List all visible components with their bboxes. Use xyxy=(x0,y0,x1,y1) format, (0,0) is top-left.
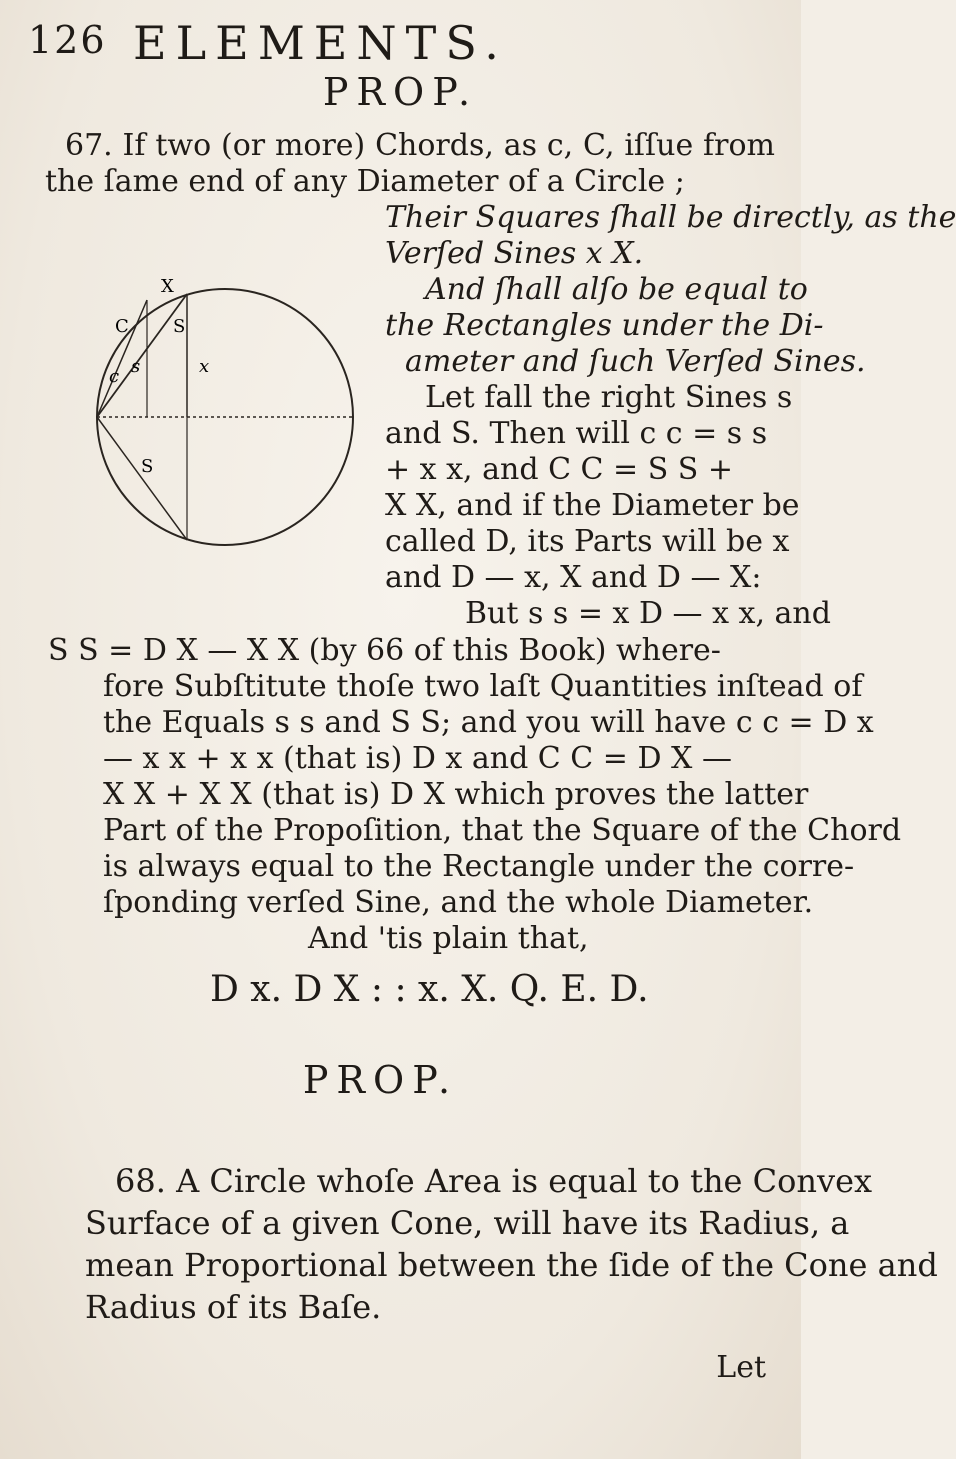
label-C: C xyxy=(115,316,129,337)
continuation-line: X X + X X (that is) D X which proves the latter xyxy=(103,777,809,812)
lower-chord xyxy=(97,417,187,540)
page-header xyxy=(28,16,788,70)
proposition-67-heading: PROP. xyxy=(322,70,479,114)
prop68-line: Radius of its Baſe. xyxy=(85,1288,382,1326)
proposition-67-intro xyxy=(45,128,775,200)
continuation-line: S S = D X — X X (by 66 of this Book) where- xyxy=(48,633,721,668)
proposition-68-heading: PROP. xyxy=(302,1058,459,1102)
continuation-line: Part of the Propoſition, that the Square of the Chord xyxy=(103,813,902,848)
label-s: s xyxy=(131,356,141,377)
statement-line: And ſhall alſo be equal to xyxy=(425,272,808,307)
plain-line: And 'tis plain that, xyxy=(308,921,589,956)
demonstration-line: But s s = x D — x x, and xyxy=(465,596,831,631)
demonstration-line: Let fall the right Sines s xyxy=(425,380,793,415)
label-X: X xyxy=(161,276,174,297)
continuation-line: fore Subſtitute thoſe two laſt Quantities inſtead of xyxy=(103,669,863,704)
demonstration-line: + x x, and C C = S S + xyxy=(385,452,734,487)
prop68-line: mean Proportional between the ſide of the Cone and xyxy=(85,1246,938,1284)
statement-line: Their Squares ſhall be directly, as the xyxy=(385,200,956,235)
intro-line: 67. If two (or more) Chords, as c, C, iſſue from the ſame end of any Diameter of a Circle ; xyxy=(45,128,775,199)
proposition-67-conclusion xyxy=(210,969,770,1010)
continuation-line: ſponding verſed Sine, and the whole Diameter. xyxy=(103,885,814,920)
statement-line: Verſed Sines x X. xyxy=(385,236,644,271)
label-S-lower: S xyxy=(141,456,154,477)
demonstration-line: and S. Then will c c = s s xyxy=(385,416,768,451)
statement-line: the Rectangles under the Di- xyxy=(385,308,824,343)
conclusion-formula: D x. D X : : x. X. Q. E. D. xyxy=(210,969,649,1010)
statement-line: ameter and ſuch Verſed Sines. xyxy=(405,344,866,379)
demonstration-line: X X, and if the Diameter be xyxy=(385,488,800,523)
continuation-line: the Equals s s and S S; and you will have c c = D x xyxy=(103,705,874,740)
proposition-67-continuation xyxy=(48,633,902,957)
continuation-line: — x x + x x (that is) D x and C C = D X — xyxy=(103,741,732,776)
figure-svg xyxy=(75,272,375,557)
label-c: c xyxy=(109,366,120,387)
proposition-68-statement xyxy=(60,1160,938,1328)
demonstration-line: called D, its Parts will be x xyxy=(385,524,790,559)
running-title: ELEMENTS. xyxy=(133,16,508,70)
prop68-line: Surface of a given Cone, will have its Radius, a xyxy=(85,1204,850,1242)
catchword: Let xyxy=(716,1350,766,1385)
label-x: x xyxy=(199,356,210,377)
prop68-line: 68. A Circle whoſe Area is equal to the Convex xyxy=(115,1162,873,1200)
demonstration-line: and D — x, X and D — X: xyxy=(385,560,762,595)
circle-chords-figure xyxy=(75,272,375,557)
proposition-67-statement xyxy=(385,200,956,632)
page-number: 126 xyxy=(28,18,107,62)
label-S-upper: S xyxy=(173,316,186,337)
continuation-line: is always equal to the Rectangle under the corre- xyxy=(103,849,855,884)
